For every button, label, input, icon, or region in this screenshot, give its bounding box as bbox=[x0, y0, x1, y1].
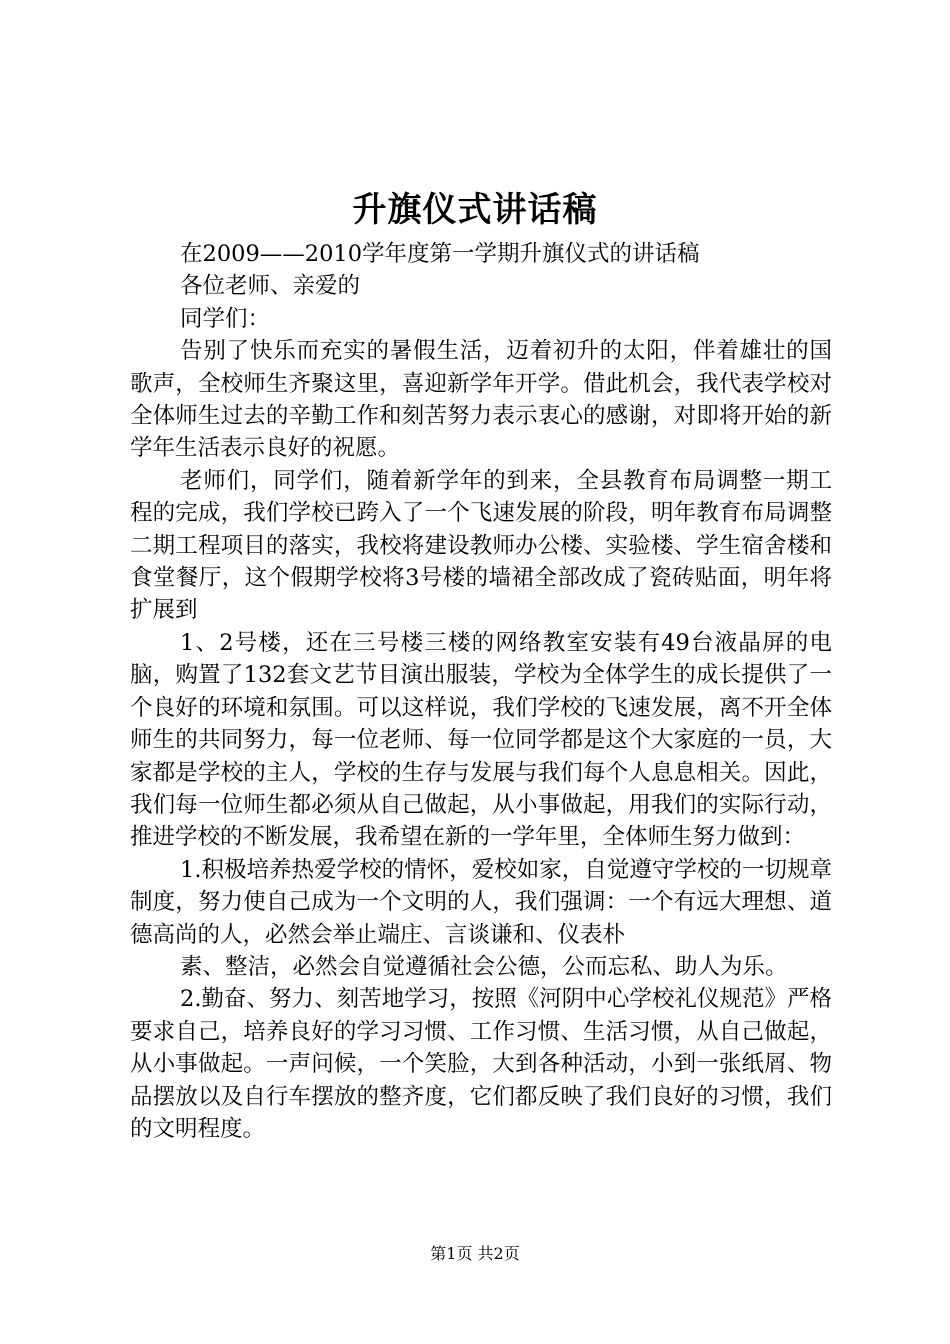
paragraph-list-item: 1.积极培养热爱学校的情怀，爱校如家，自觉遵守学校的一切规章制度，努力使自己成为一个文明的人，我们强调：一个有远大理想、道德高尚的人，必然会举止端庄、言谈谦和、仪表朴 bbox=[130, 856, 832, 948]
paragraph-list-item-cont: 素、整洁，必然会自觉遵循社会公德，公而忘私、助人为乐。 bbox=[180, 953, 788, 980]
paragraph-subtitle: 在2009——2010学年度第一学期升旗仪式的讲话稿 bbox=[180, 241, 700, 267]
document-title: 升旗仪式讲话稿 bbox=[352, 190, 598, 230]
page-number: 第1页 共2页 bbox=[430, 1244, 520, 1263]
document-body bbox=[130, 238, 832, 1145]
paragraph-body: 1、2号楼，还在三号楼三楼的网络教室安装有49台液晶屏的电脑，购置了132套文艺节目演出服装，学校为全体学生的成长提供了一个良好的环境和氛围。可以这样说，我们学校的飞速发展，离不开全体师生的共同努力，每一位老师、每一位同学都是这个大家庭的一员，大家都是学校的主人，学校的生存与发展与我们每个人息息相关。因此，我们每一位师生都必须从自己做起，从小事做起，用我们的实际行动，推进学校的不断发展，我希望在新的一学年里，全体师生努力做到： bbox=[130, 629, 832, 851]
paragraph-salutation: 各位老师、亲爱的 bbox=[180, 273, 361, 300]
paragraph-body: 老师们，同学们，随着新学年的到来，全县教育布局调整一期工程的完成，我们学校已跨入了一个飞速发展的阶段，明年教育布局调整二期工程项目的落实，我校将建设教师办公楼、实验楼、学生宿舍楼和食堂餐厅，这个假期学校将3号楼的墙裙全部改成了瓷砖贴面，明年将扩展到 bbox=[130, 467, 832, 624]
paragraph-body: 告别了快乐而充实的暑假生活，迈着初升的太阳，伴着雄壮的国歌声，全校师生齐聚这里，喜迎新学年开学。借此机会，我代表学校对全体师生过去的辛勤工作和刻苦努力表示衷心的感谢，对即将开始的新学年生活表示良好的祝愿。 bbox=[130, 338, 832, 462]
paragraph-salutation-cont: 同学们： bbox=[180, 305, 271, 332]
paragraph-list-item: 2.勤奋、努力、刻苦地学习，按照《河阴中心学校礼仪规范》严格要求自己，培养良好的学习习惯、工作习惯、生活习惯，从自己做起，从小事做起。一声问候，一个笑脸，大到各种活动，小到一张纸屑、物品摆放以及自行车摆放的整齐度，它们都反映了我们良好的习惯，我们的文明程度。 bbox=[130, 986, 832, 1142]
